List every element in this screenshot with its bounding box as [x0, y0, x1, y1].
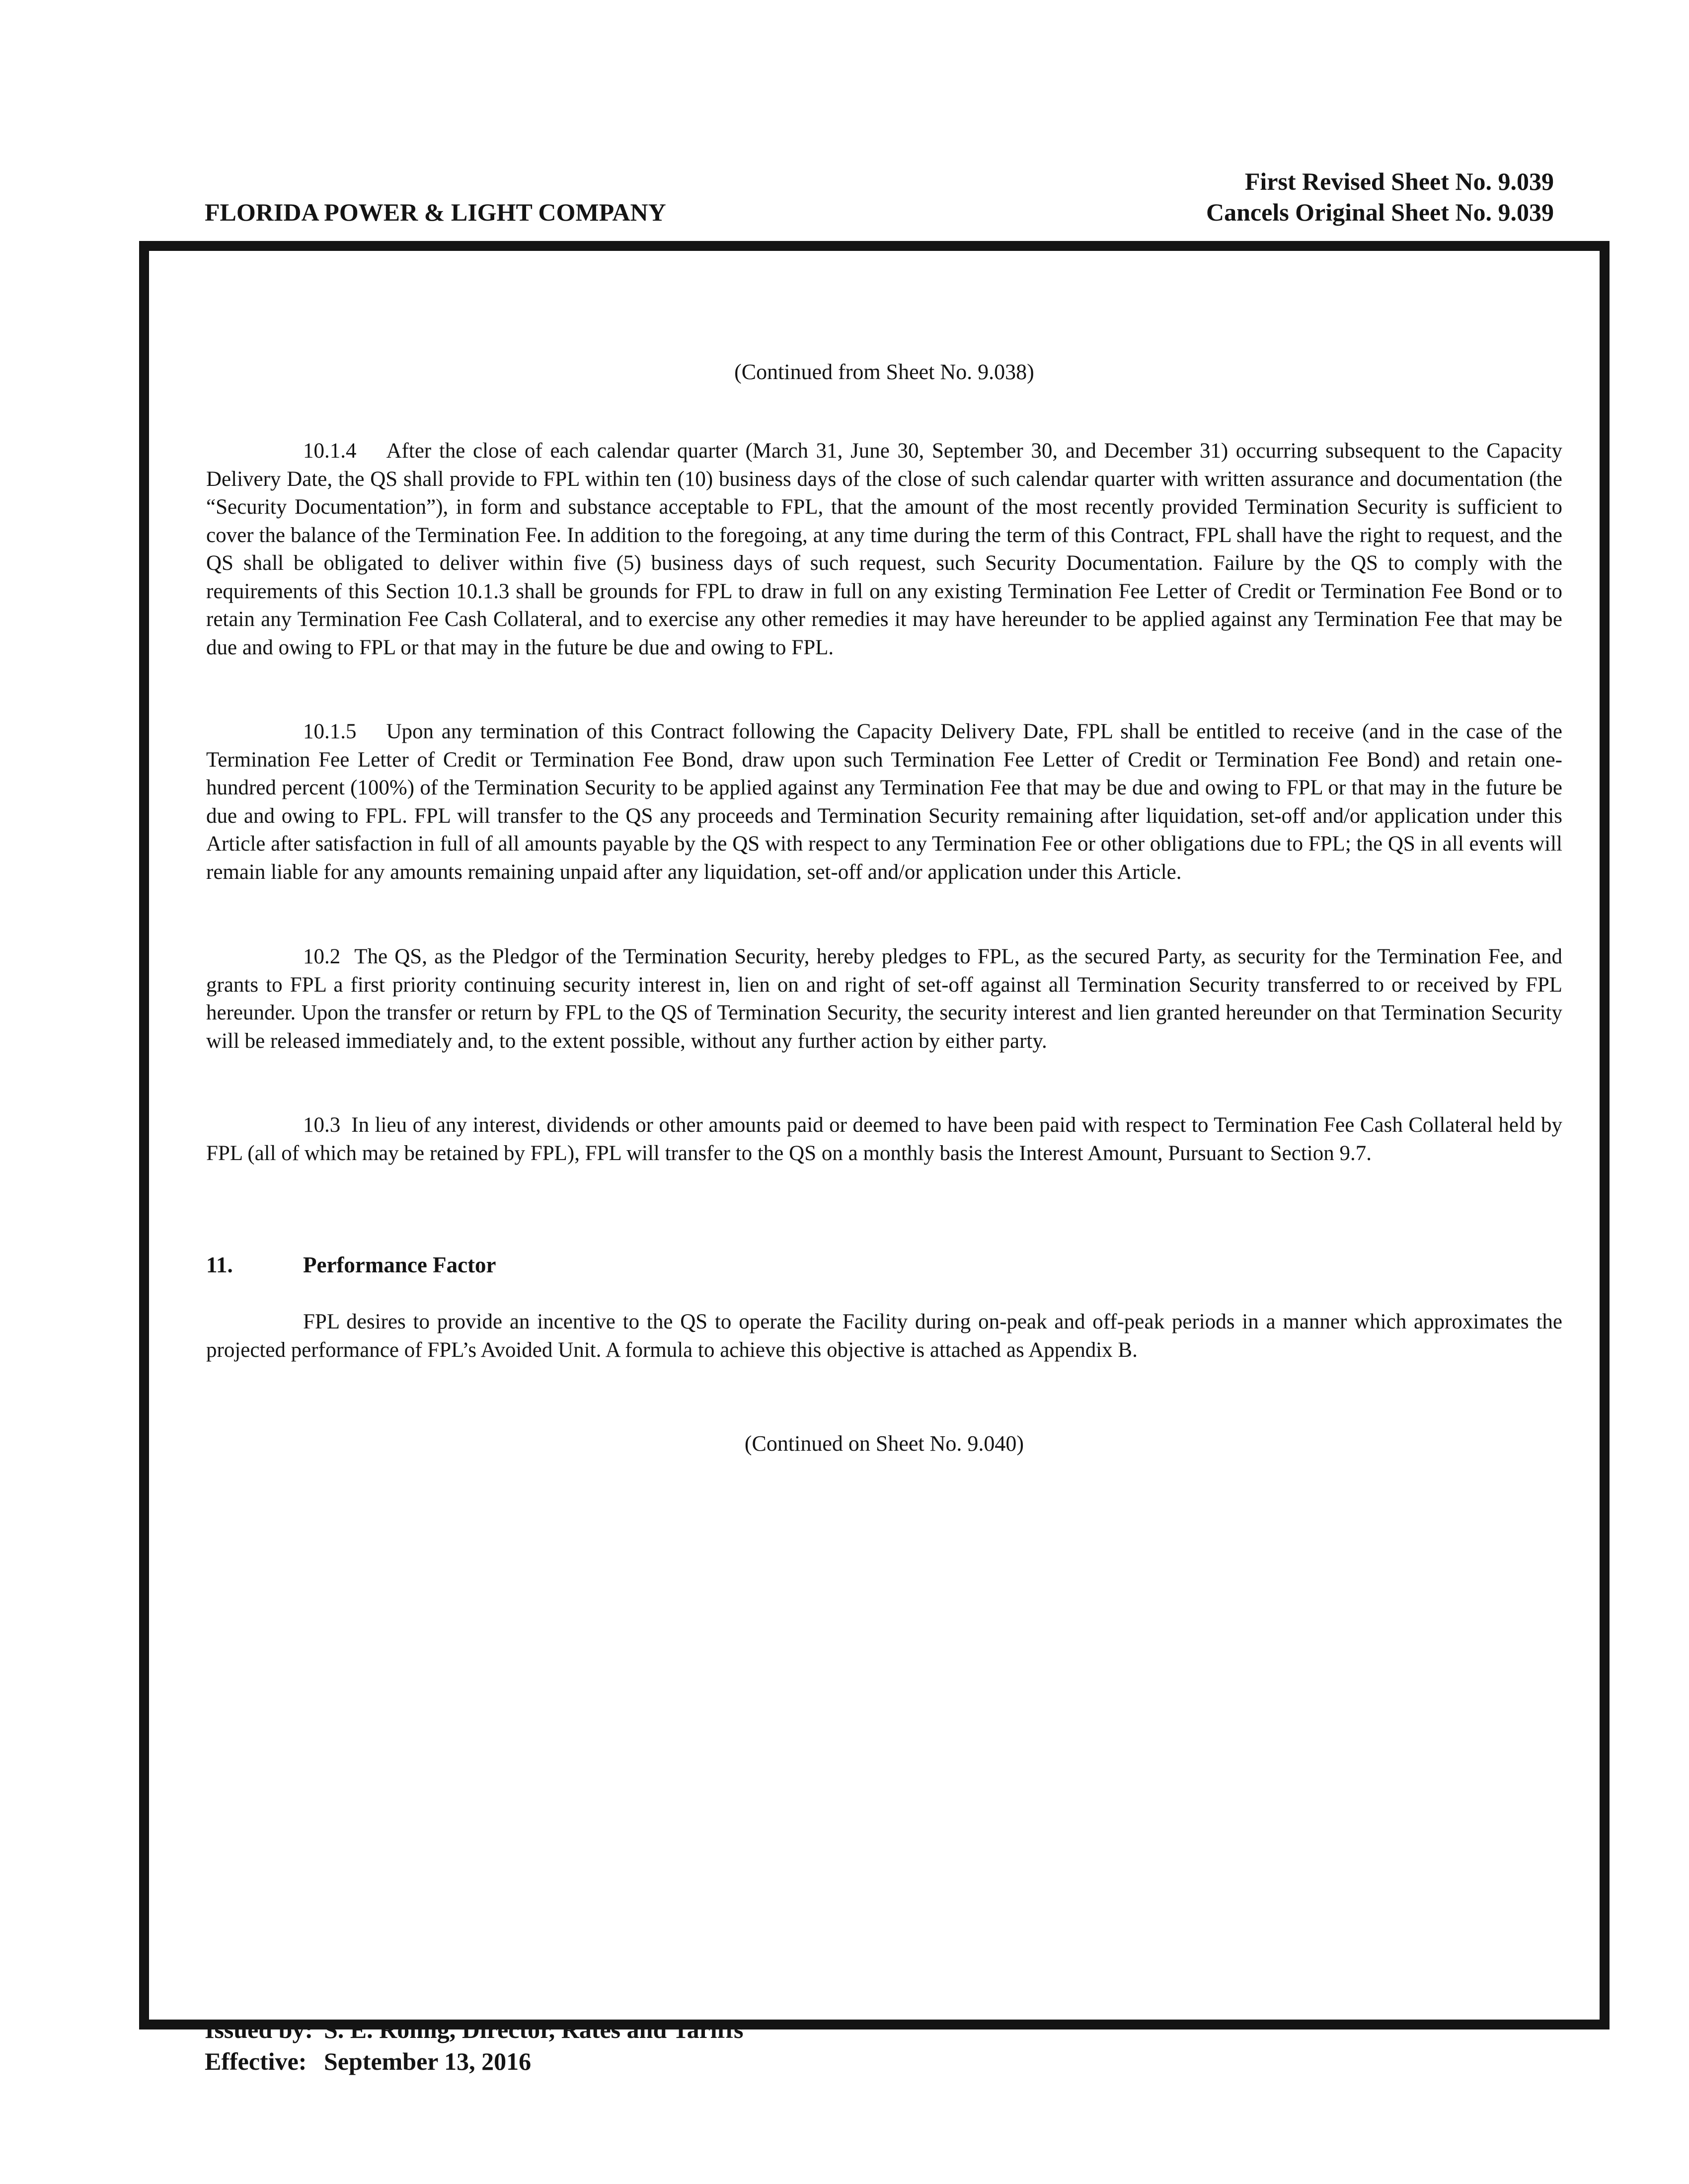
sheet-cancels: Cancels Original Sheet No. 9.039: [1206, 198, 1554, 226]
effective-value: September 13, 2016: [324, 2047, 532, 2075]
continued-from-note: (Continued from Sheet No. 9.038): [734, 360, 1034, 384]
paragraph-text: The QS, as the Pledgor of the Termination Security, hereby pledges to FPL, as the secured Party, as security for the Termination Fee, and grants to FPL a first priority continuing security interest in, lien on and right of set-off against all Termination Security transferred to or received by FPL hereunder. Upon the transfer or return by FPL to the QS of Termination Security, the security interest and lien granted hereunder on that Termination Security will be released immediately and, to the extent possible, without any further action by either party.: [206, 945, 1562, 1053]
issuance-footer: [205, 2014, 743, 2077]
paragraph-number: 10.1.4: [303, 439, 357, 463]
effective-label: Effective:: [205, 2047, 307, 2075]
sheet-info: [1206, 166, 1554, 228]
paragraph-10-2: [206, 943, 1562, 1055]
section-heading: [206, 1250, 1562, 1279]
continued-on-note: (Continued on Sheet No. 9.040): [744, 1431, 1024, 1456]
company-name: FLORIDA POWER & LIGHT COMPANY: [205, 198, 666, 226]
paragraph-number: 10.2: [303, 945, 341, 968]
paragraph-number: 10.3: [303, 1113, 341, 1137]
paragraph-10-3: [206, 1111, 1562, 1168]
paragraph-number: 10.1.5: [303, 720, 357, 743]
paragraph-text: In lieu of any interest, dividends or other amounts paid or deemed to have been paid with respect to Termination Fee Cash Collateral held by FPL (all of which may be retained by FPL), FPL will transfer to the QS on a monthly basis the Interest Amount, Pursuant to Section 9.7.: [206, 1113, 1562, 1165]
paragraph-text: After the close of each calendar quarter (March 31, June 30, September 30, and December 31) occurring subsequent to the Capacity Delivery Date, the QS shall provide to FPL within ten (10) business days of the close of such calendar quarter with written assurance and documentation (the “Security Documentation”), in form and substance acceptable to FPL, that the amount of the most recently provided Termination Security is sufficient to cover the balance of the Termination Fee. In addition to the foregoing, at any time during the term of this Contract, FPL shall have the right to request, and the QS shall be obligated to deliver within five (5) business days of such request, such Security Documentation. Failure by the QS to comply with the requirements of this Section 10.1.3 shall be grounds for FPL to draw in full on any existing Termination Fee Letter of Credit or Termination Fee Bond or to retain any Termination Fee Cash Collateral, and to exercise any other remedies it may have hereunder to be applied against any Termination Fee that may be due and owing to FPL or that may in the future be due and owing to FPL.: [206, 439, 1562, 659]
issued-by-value: S. E. Romig, Director, Rates and Tariffs: [324, 2016, 744, 2043]
issued-by-line: [205, 2014, 743, 2045]
paragraph-text: Upon any termination of this Contract following the Capacity Delivery Date, FPL shall be entitled to receive (and in the case of the Termination Fee Letter of Credit or Termination Fee Bond, draw upon such Termination Fee Letter of Credit or Termination Fee Bond) and retain one- hundred percent (100%) of the Termination Security to be applied against any Termination Fee that may be due and owing to FPL or that may in the future be due and owing to FPL. FPL will transfer to the QS any proceeds and Termination Security remaining after liquidation, set-off and/or application under this Article after satisfaction in full of all amounts payable by the QS with respect to any Termination Fee or other obligations due to FPL; the QS in all events will remain liable for any amounts remaining unpaid after any liquidation, set-off and/or application under this Article.: [206, 720, 1562, 884]
effective-line: [205, 2045, 743, 2077]
sheet-revision: First Revised Sheet No. 9.039: [1244, 167, 1554, 195]
paragraph-10-1-4: [206, 437, 1562, 662]
section-title: Performance Factor: [303, 1252, 496, 1277]
issued-by-label: Issued by:: [205, 2016, 313, 2043]
paragraph-10-1-5: [206, 718, 1562, 886]
section-11-paragraph: FPL desires to provide an incentive to the QS to operate the Facility during on-peak and off-peak periods in a manner which approximates the projected performance of FPL’s Avoided Unit. A formula to achieve this objective is attached as Appendix B.: [206, 1310, 1562, 1362]
section-number: 11.: [206, 1252, 233, 1277]
tariff-sheet-frame: [139, 241, 1610, 2029]
